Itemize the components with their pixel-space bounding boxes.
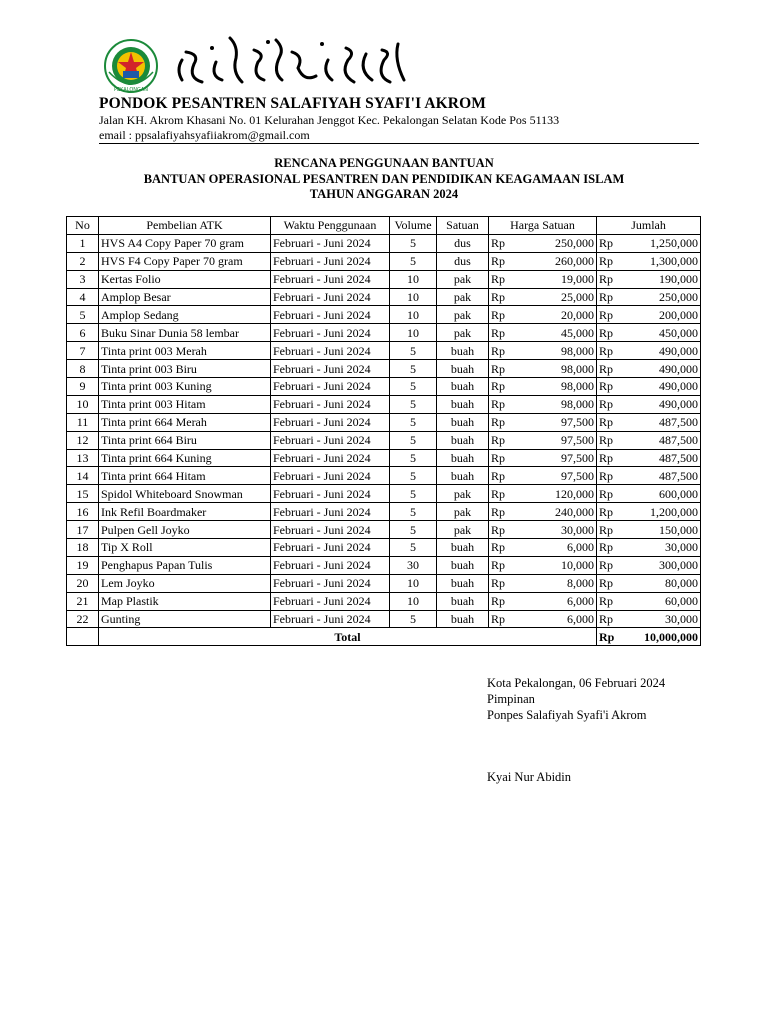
cell-item: Tinta print 664 Kuning	[99, 449, 271, 467]
cell-volume: 10	[390, 306, 437, 324]
table-row	[67, 485, 701, 503]
cell-amount: 490,000	[621, 342, 701, 360]
cell-volume: 5	[390, 360, 437, 378]
cell-amount-currency: Rp	[597, 378, 621, 396]
cell-item: Spidol Whiteboard Snowman	[99, 485, 271, 503]
cell-item: Tinta print 664 Hitam	[99, 467, 271, 485]
cell-item: Tinta print 003 Merah	[99, 342, 271, 360]
cell-unit: pak	[437, 503, 489, 521]
cell-item: Tinta print 003 Kuning	[99, 378, 271, 396]
cell-unit-price: 8,000	[513, 574, 597, 592]
cell-no: 13	[67, 449, 99, 467]
table-row	[67, 270, 701, 288]
table-row	[67, 288, 701, 306]
table-row	[67, 556, 701, 574]
cell-price-currency: Rp	[489, 288, 513, 306]
cell-time: Februari - Juni 2024	[271, 378, 390, 396]
cell-amount: 300,000	[621, 556, 701, 574]
column-header-unit-price: Harga Satuan	[489, 217, 597, 235]
org-email: email : ppsalafiyahsyafiiakrom@gmail.com	[99, 128, 310, 142]
cell-price-currency: Rp	[489, 413, 513, 431]
cell-amount: 200,000	[621, 306, 701, 324]
cell-amount-currency: Rp	[597, 485, 621, 503]
cell-volume: 5	[390, 378, 437, 396]
cell-amount-currency: Rp	[597, 592, 621, 610]
cell-no: 16	[67, 503, 99, 521]
cell-amount: 1,300,000	[621, 252, 701, 270]
cell-no: 6	[67, 324, 99, 342]
cell-no: 8	[67, 360, 99, 378]
cell-item: Kertas Folio	[99, 270, 271, 288]
table-row	[67, 413, 701, 431]
cell-amount: 1,250,000	[621, 234, 701, 252]
cell-amount-currency: Rp	[597, 539, 621, 557]
cell-unit-price: 250,000	[513, 234, 597, 252]
cell-no: 18	[67, 539, 99, 557]
cell-no: 21	[67, 592, 99, 610]
cell-time: Februari - Juni 2024	[271, 556, 390, 574]
cell-unit: buah	[437, 342, 489, 360]
cell-amount: 150,000	[621, 521, 701, 539]
cell-unit-price: 6,000	[513, 610, 597, 628]
cell-time: Februari - Juni 2024	[271, 360, 390, 378]
cell-no: 20	[67, 574, 99, 592]
cell-price-currency: Rp	[489, 574, 513, 592]
cell-time: Februari - Juni 2024	[271, 234, 390, 252]
cell-item: Gunting	[99, 610, 271, 628]
cell-volume: 5	[390, 521, 437, 539]
cell-item: Amplop Sedang	[99, 306, 271, 324]
table-row	[67, 503, 701, 521]
table-row	[67, 449, 701, 467]
cell-amount: 80,000	[621, 574, 701, 592]
cell-no: 3	[67, 270, 99, 288]
cell-unit-price: 98,000	[513, 342, 597, 360]
cell-price-currency: Rp	[489, 395, 513, 413]
cell-item: Tinta print 003 Biru	[99, 360, 271, 378]
table-row	[67, 395, 701, 413]
cell-unit-price: 6,000	[513, 592, 597, 610]
table-row	[67, 324, 701, 342]
cell-unit-price: 19,000	[513, 270, 597, 288]
table-row	[67, 592, 701, 610]
cell-amount: 30,000	[621, 610, 701, 628]
document-fiscal-year: TAHUN ANGGARAN 2024	[309, 187, 459, 201]
total-row	[67, 628, 701, 646]
cell-time: Februari - Juni 2024	[271, 342, 390, 360]
cell-unit: dus	[437, 234, 489, 252]
cell-amount-currency: Rp	[597, 270, 621, 288]
cell-price-currency: Rp	[489, 378, 513, 396]
cell-volume: 5	[390, 485, 437, 503]
table-row	[67, 431, 701, 449]
cell-volume: 5	[390, 610, 437, 628]
cell-unit: buah	[437, 574, 489, 592]
cell-no: 5	[67, 306, 99, 324]
cell-price-currency: Rp	[489, 306, 513, 324]
table-row	[67, 306, 701, 324]
cell-unit: dus	[437, 252, 489, 270]
cell-item: Amplop Besar	[99, 288, 271, 306]
cell-unit-price: 97,500	[513, 449, 597, 467]
cell-item: Buku Sinar Dunia 58 lembar	[99, 324, 271, 342]
cell-amount-currency: Rp	[597, 574, 621, 592]
cell-time: Februari - Juni 2024	[271, 306, 390, 324]
cell-unit-price: 20,000	[513, 306, 597, 324]
table-row	[67, 574, 701, 592]
cell-unit-price: 10,000	[513, 556, 597, 574]
cell-no: 11	[67, 413, 99, 431]
cell-price-currency: Rp	[489, 360, 513, 378]
cell-amount-currency: Rp	[597, 395, 621, 413]
pesantren-crest-icon	[103, 38, 159, 94]
cell-amount: 30,000	[621, 539, 701, 557]
cell-amount-currency: Rp	[597, 467, 621, 485]
cell-amount: 487,500	[621, 449, 701, 467]
total-currency: Rp	[597, 628, 621, 646]
column-header-no: No	[67, 217, 99, 235]
cell-time: Februari - Juni 2024	[271, 485, 390, 503]
cell-volume: 5	[390, 395, 437, 413]
cell-price-currency: Rp	[489, 610, 513, 628]
cell-amount: 600,000	[621, 485, 701, 503]
cell-time: Februari - Juni 2024	[271, 539, 390, 557]
cell-item: HVS F4 Copy Paper 70 gram	[99, 252, 271, 270]
cell-volume: 30	[390, 556, 437, 574]
cell-unit-price: 45,000	[513, 324, 597, 342]
cell-item: Penghapus Papan Tulis	[99, 556, 271, 574]
cell-time: Februari - Juni 2024	[271, 431, 390, 449]
cell-no: 19	[67, 556, 99, 574]
table-row	[67, 342, 701, 360]
cell-volume: 5	[390, 503, 437, 521]
cell-price-currency: Rp	[489, 449, 513, 467]
cell-volume: 10	[390, 574, 437, 592]
cell-item: Ink Refil Boardmaker	[99, 503, 271, 521]
cell-time: Februari - Juni 2024	[271, 395, 390, 413]
cell-volume: 5	[390, 342, 437, 360]
cell-no: 7	[67, 342, 99, 360]
cell-price-currency: Rp	[489, 592, 513, 610]
cell-unit: buah	[437, 539, 489, 557]
cell-unit: pak	[437, 288, 489, 306]
cell-time: Februari - Juni 2024	[271, 252, 390, 270]
cell-no: 9	[67, 378, 99, 396]
cell-unit-price: 30,000	[513, 521, 597, 539]
cell-unit-price: 98,000	[513, 360, 597, 378]
cell-item: Tip X Roll	[99, 539, 271, 557]
cell-unit: buah	[437, 395, 489, 413]
header-divider	[99, 143, 699, 144]
budget-table	[66, 216, 701, 646]
cell-item: Tinta print 664 Biru	[99, 431, 271, 449]
table-row	[67, 378, 701, 396]
cell-amount-currency: Rp	[597, 610, 621, 628]
cell-amount: 490,000	[621, 378, 701, 396]
cell-price-currency: Rp	[489, 234, 513, 252]
cell-unit: buah	[437, 610, 489, 628]
column-header-item: Pembelian ATK	[99, 217, 271, 235]
cell-no: 14	[67, 467, 99, 485]
cell-no: 4	[67, 288, 99, 306]
table-row	[67, 252, 701, 270]
cell-volume: 10	[390, 288, 437, 306]
cell-time: Februari - Juni 2024	[271, 503, 390, 521]
cell-unit: buah	[437, 431, 489, 449]
cell-price-currency: Rp	[489, 521, 513, 539]
cell-amount: 450,000	[621, 324, 701, 342]
cell-price-currency: Rp	[489, 539, 513, 557]
document-title: RENCANA PENGGUNAAN BANTUAN	[274, 156, 494, 170]
cell-time: Februari - Juni 2024	[271, 288, 390, 306]
cell-amount-currency: Rp	[597, 360, 621, 378]
cell-no: 10	[67, 395, 99, 413]
cell-amount-currency: Rp	[597, 324, 621, 342]
cell-amount-currency: Rp	[597, 431, 621, 449]
table-row	[67, 539, 701, 557]
cell-unit-price: 97,500	[513, 431, 597, 449]
cell-item: Lem Joyko	[99, 574, 271, 592]
cell-unit-price: 25,000	[513, 288, 597, 306]
cell-amount-currency: Rp	[597, 503, 621, 521]
cell-amount-currency: Rp	[597, 413, 621, 431]
cell-price-currency: Rp	[489, 503, 513, 521]
cell-amount: 490,000	[621, 360, 701, 378]
table-row	[67, 521, 701, 539]
cell-price-currency: Rp	[489, 342, 513, 360]
cell-unit: pak	[437, 306, 489, 324]
cell-amount: 487,500	[621, 413, 701, 431]
cell-price-currency: Rp	[489, 252, 513, 270]
cell-amount-currency: Rp	[597, 306, 621, 324]
cell-time: Februari - Juni 2024	[271, 521, 390, 539]
column-header-unit: Satuan	[437, 217, 489, 235]
cell-unit-price: 120,000	[513, 485, 597, 503]
cell-unit-price: 98,000	[513, 378, 597, 396]
cell-volume: 5	[390, 413, 437, 431]
signature-role: Pimpinan	[487, 692, 535, 706]
cell-volume: 10	[390, 270, 437, 288]
cell-amount: 250,000	[621, 288, 701, 306]
cell-amount: 490,000	[621, 395, 701, 413]
cell-amount-currency: Rp	[597, 288, 621, 306]
cell-amount-currency: Rp	[597, 234, 621, 252]
cell-amount: 60,000	[621, 592, 701, 610]
cell-unit: buah	[437, 378, 489, 396]
cell-unit: pak	[437, 521, 489, 539]
cell-price-currency: Rp	[489, 431, 513, 449]
cell-amount-currency: Rp	[597, 252, 621, 270]
cell-price-currency: Rp	[489, 485, 513, 503]
signature-signer-name: Kyai Nur Abidin	[487, 770, 572, 784]
cell-item: Tinta print 664 Merah	[99, 413, 271, 431]
cell-no: 2	[67, 252, 99, 270]
cell-amount: 487,500	[621, 467, 701, 485]
cell-amount: 487,500	[621, 431, 701, 449]
column-header-time: Waktu Penggunaan	[271, 217, 390, 235]
cell-item: Map Plastik	[99, 592, 271, 610]
cell-price-currency: Rp	[489, 324, 513, 342]
cell-item: Tinta print 003 Hitam	[99, 395, 271, 413]
cell-unit: pak	[437, 270, 489, 288]
cell-unit: buah	[437, 360, 489, 378]
column-header-volume: Volume	[390, 217, 437, 235]
org-name: PONDOK PESANTREN SALAFIYAH SYAFI'I AKROM	[99, 95, 486, 112]
table-header-row	[67, 217, 701, 235]
cell-price-currency: Rp	[489, 270, 513, 288]
cell-price-currency: Rp	[489, 556, 513, 574]
cell-unit: buah	[437, 592, 489, 610]
cell-unit-price: 97,500	[513, 413, 597, 431]
cell-time: Februari - Juni 2024	[271, 467, 390, 485]
logo-caption: PEKALONGAN	[113, 87, 149, 93]
cell-time: Februari - Juni 2024	[271, 592, 390, 610]
cell-unit: pak	[437, 485, 489, 503]
cell-no: 17	[67, 521, 99, 539]
cell-time: Februari - Juni 2024	[271, 449, 390, 467]
cell-volume: 5	[390, 467, 437, 485]
document-subtitle: BANTUAN OPERASIONAL PESANTREN DAN PENDIDIKAN KEAGAMAAN ISLAM	[143, 172, 625, 186]
cell-time: Februari - Juni 2024	[271, 324, 390, 342]
cell-unit: buah	[437, 467, 489, 485]
cell-no: 22	[67, 610, 99, 628]
total-amount: 10,000,000	[621, 628, 701, 646]
cell-time: Februari - Juni 2024	[271, 413, 390, 431]
cell-volume: 5	[390, 252, 437, 270]
total-spacer	[67, 628, 99, 646]
cell-volume: 5	[390, 449, 437, 467]
cell-unit: buah	[437, 413, 489, 431]
table-row	[67, 234, 701, 252]
cell-unit-price: 240,000	[513, 503, 597, 521]
cell-price-currency: Rp	[489, 467, 513, 485]
cell-no: 12	[67, 431, 99, 449]
cell-time: Februari - Juni 2024	[271, 610, 390, 628]
total-label: Total	[99, 628, 597, 646]
cell-amount: 1,200,000	[621, 503, 701, 521]
cell-volume: 10	[390, 592, 437, 610]
table-row	[67, 610, 701, 628]
cell-no: 15	[67, 485, 99, 503]
cell-unit-price: 97,500	[513, 467, 597, 485]
cell-amount-currency: Rp	[597, 342, 621, 360]
org-address: Jalan KH. Akrom Khasani No. 01 Kelurahan Jenggot Kec. Pekalongan Selatan Kode Pos 51133	[99, 113, 560, 127]
cell-unit: buah	[437, 556, 489, 574]
cell-amount-currency: Rp	[597, 556, 621, 574]
cell-unit-price: 6,000	[513, 539, 597, 557]
cell-unit-price: 98,000	[513, 395, 597, 413]
cell-time: Februari - Juni 2024	[271, 270, 390, 288]
cell-volume: 5	[390, 539, 437, 557]
column-header-amount: Jumlah	[597, 217, 701, 235]
cell-item: HVS A4 Copy Paper 70 gram	[99, 234, 271, 252]
cell-amount: 190,000	[621, 270, 701, 288]
cell-volume: 5	[390, 431, 437, 449]
cell-amount-currency: Rp	[597, 449, 621, 467]
cell-unit: pak	[437, 324, 489, 342]
cell-volume: 10	[390, 324, 437, 342]
signature-institution: Ponpes Salafiyah Syafi'i Akrom	[487, 708, 647, 722]
cell-unit: buah	[437, 449, 489, 467]
cell-volume: 5	[390, 234, 437, 252]
cell-time: Februari - Juni 2024	[271, 574, 390, 592]
signature-place-date: Kota Pekalongan, 06 Februari 2024	[487, 676, 666, 690]
table-row	[67, 467, 701, 485]
table-row	[67, 360, 701, 378]
cell-unit-price: 260,000	[513, 252, 597, 270]
arabic-calligraphy-icon	[172, 30, 412, 92]
cell-no: 1	[67, 234, 99, 252]
cell-item: Pulpen Gell Joyko	[99, 521, 271, 539]
cell-amount-currency: Rp	[597, 521, 621, 539]
